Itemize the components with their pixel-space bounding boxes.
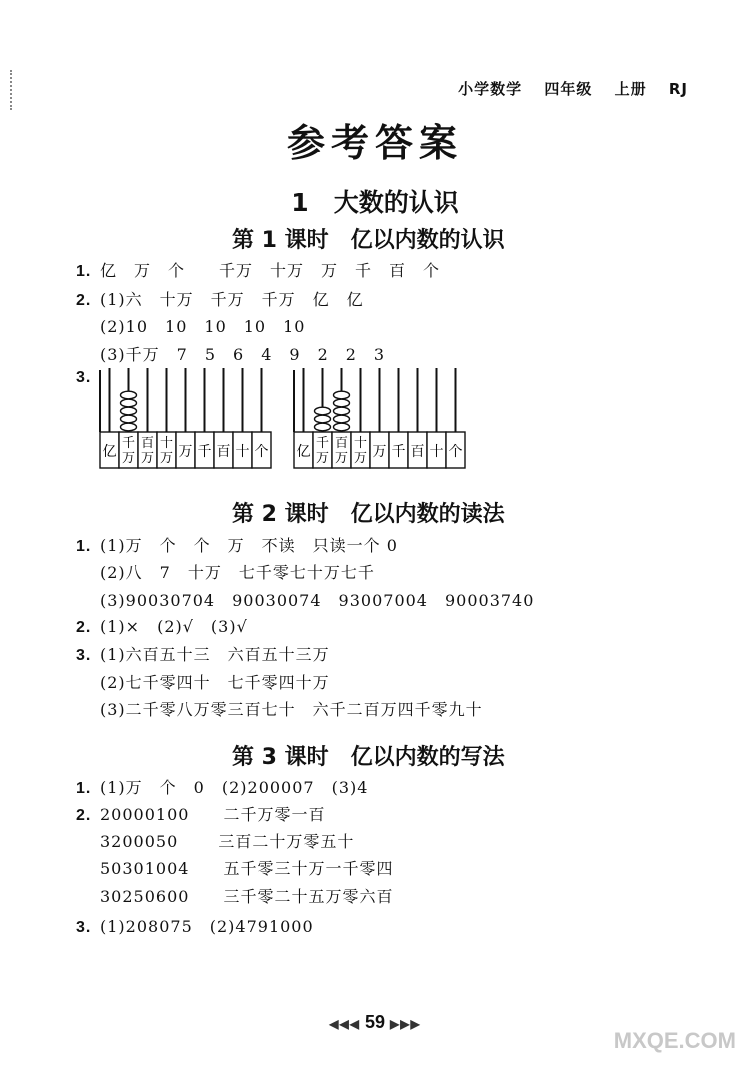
lesson2-q1c — [76, 588, 534, 611]
page-number: 59 — [364, 1012, 386, 1032]
abacus-label: 万 — [334, 451, 349, 466]
abacus-label: 个 — [254, 444, 269, 460]
lesson3-q2d — [76, 884, 393, 907]
lesson2-q3b — [76, 670, 330, 693]
abacus-bead — [334, 415, 350, 423]
abacus-label: 万 — [315, 451, 330, 466]
lesson2-q3a — [76, 642, 330, 665]
header-edition: RJ — [668, 80, 688, 98]
lesson1-q2c — [76, 342, 385, 365]
abacus-bead — [334, 407, 350, 415]
question-number: 3. — [76, 369, 92, 386]
abacus-label: 亿 — [296, 444, 311, 460]
abacus-label: 百 — [216, 444, 231, 460]
answer-text: (1)六百五十三 六百五十三万 — [100, 645, 330, 664]
lesson1-title: 第 1 课时 亿以内数的认识 — [232, 228, 505, 253]
abacus-1 — [96, 366, 272, 478]
answer-text: (1)万 个 个 万 不读 只读一个 0 — [100, 536, 398, 555]
question-number: 1. — [76, 780, 92, 797]
abacus-label: 千 — [197, 444, 212, 460]
abacus-bead — [334, 423, 350, 431]
lesson1-q2a — [76, 287, 364, 310]
answer-text: (1)万 个 0 (2)200007 (3)4 — [100, 778, 369, 797]
page-header — [442, 78, 688, 99]
question-number: 2. — [76, 619, 92, 636]
abacus-label: 十 — [429, 444, 444, 460]
header-grade: 四年级 — [544, 80, 593, 98]
answer-text: 3200050 三百二十万零五十 — [100, 832, 355, 851]
lesson3-q2a — [76, 802, 325, 825]
question-number: 3. — [76, 919, 92, 936]
question-number: 2. — [76, 292, 92, 309]
abacus-bead — [315, 407, 331, 415]
abacus-label: 十 — [353, 436, 368, 451]
answer-text: (1)208075 (2)4791000 — [100, 917, 314, 936]
abacus-bead — [315, 423, 331, 431]
abacus-label: 千 — [391, 444, 406, 460]
header-volume: 上册 — [614, 80, 647, 98]
abacus-label: 千 — [315, 436, 330, 451]
lesson3-title: 第 3 课时 亿以内数的写法 — [232, 745, 505, 770]
lesson1-q2b — [76, 314, 305, 337]
lesson2-q2 — [76, 614, 248, 637]
lesson3-q1 — [76, 775, 368, 798]
abacus-bead — [121, 399, 137, 407]
abacus-label: 千 — [121, 436, 136, 451]
abacus-label: 个 — [448, 444, 463, 460]
abacus-bead — [121, 391, 137, 399]
abacus-bead — [121, 423, 137, 431]
abacus-2 — [290, 366, 466, 478]
question-number: 1. — [76, 538, 92, 555]
binding-dots — [10, 70, 14, 110]
abacus-label: 百 — [410, 444, 425, 460]
answer-text: 30250600 三千零二十五万零六百 — [100, 887, 394, 906]
abacus-label: 万 — [178, 444, 193, 460]
page-title: 参考答案 — [286, 121, 463, 165]
abacus-label: 亿 — [102, 444, 117, 460]
abacus-bead — [121, 415, 137, 423]
lesson3-q2b — [76, 829, 354, 852]
header-subject: 小学数学 — [458, 80, 523, 98]
question-number: 1. — [76, 263, 92, 280]
answer-text: 50301004 五千零三十万一千零四 — [100, 859, 394, 878]
abacus-label: 百 — [334, 436, 349, 451]
abacus-bead — [334, 391, 350, 399]
abacus-label: 万 — [372, 444, 387, 460]
abacus-label: 万 — [140, 451, 155, 466]
watermark: MXQE.COM — [613, 1028, 736, 1053]
answer-text: 20000100 二千万零一百 — [100, 805, 326, 824]
abacus-bead — [334, 399, 350, 407]
lesson3-q2c — [76, 856, 393, 879]
answer-text: (3)90030704 90030074 93007004 90003740 — [100, 591, 535, 610]
answer-text: 亿 万 个 千万 十万 万 千 百 个 — [100, 261, 441, 280]
abacus-label: 万 — [121, 451, 136, 466]
lesson2-q1a — [76, 533, 398, 556]
lesson2-q1b — [76, 560, 375, 583]
question-number: 3. — [76, 647, 92, 664]
abacus-label: 十 — [235, 444, 250, 460]
abacus-label: 百 — [140, 436, 155, 451]
answer-text: (2)10 10 10 10 10 — [100, 317, 306, 336]
lesson2-q3c — [76, 697, 483, 720]
abacus-label: 万 — [353, 451, 368, 466]
abacus-bead — [315, 415, 331, 423]
answer-text: (1)× (2)√ (3)√ — [100, 617, 248, 636]
lesson2-title: 第 2 课时 亿以内数的读法 — [232, 502, 505, 527]
question-number: 2. — [76, 807, 92, 824]
answer-text: (3)二千零八万零三百七十 六千二百万四千零九十 — [100, 700, 483, 719]
abacus-bead — [121, 407, 137, 415]
right-arrows-icon: ▶▶▶ — [390, 1017, 421, 1031]
answer-text: (1)六 十万 千万 千万 亿 亿 — [100, 290, 364, 309]
answer-text: (3)千万 7 5 6 4 9 2 2 3 — [100, 345, 386, 364]
left-arrows-icon: ◀◀◀ — [329, 1017, 360, 1031]
answer-text: (2)八 7 十万 七千零七十万七千 — [100, 563, 375, 582]
chapter-title: 1 大数的认识 — [291, 188, 459, 217]
abacus-label: 十 — [159, 436, 174, 451]
answer-text: (2)七千零四十 七千零四十万 — [100, 673, 330, 692]
lesson1-q1 — [76, 258, 440, 281]
lesson3-q3 — [76, 914, 314, 937]
abacus-label: 万 — [159, 451, 174, 466]
